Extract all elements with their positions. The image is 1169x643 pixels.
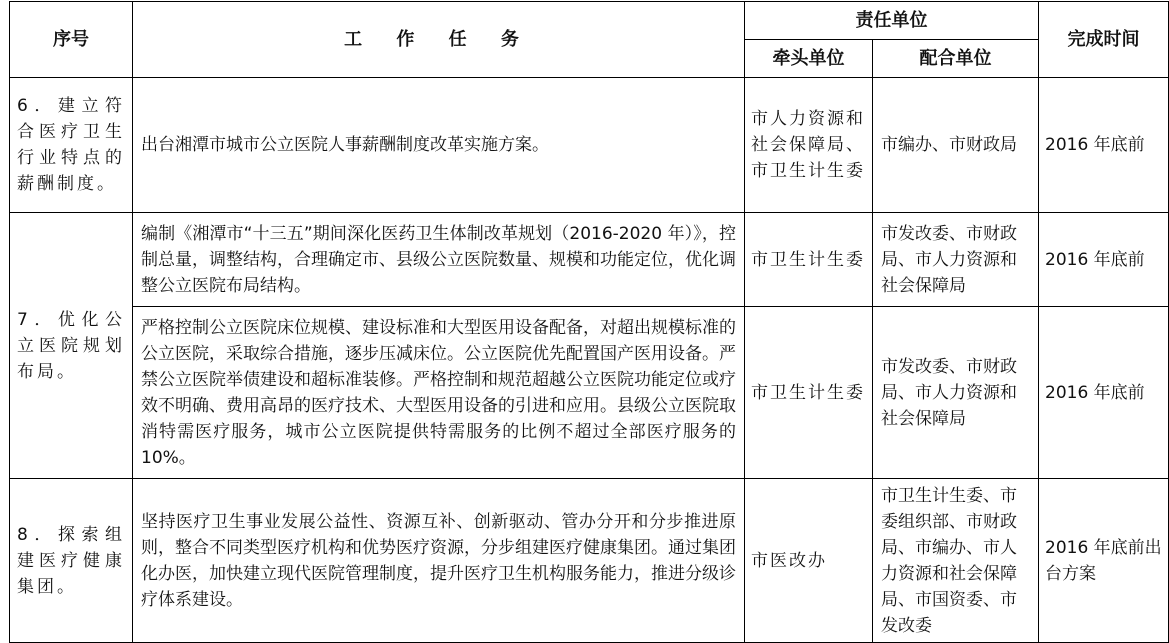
table-row — [10, 307, 1169, 479]
reform-task-table — [9, 1, 1169, 643]
row-lead: 市卫生计生委 — [745, 307, 873, 479]
row-task: 坚持医疗卫生事业发展公益性、资源互补、创新驱动、管办分开和分步推进原则，整合不同类型医疗机构和优势医疗资源，分步组建医疗健康集团。通过集团化办医，加快建立现代医院管理制度，提升医疗卫生机构服务能力，推进分级诊疗体系建设。 — [133, 479, 745, 643]
row-deadline: 2016 年底前 — [1039, 213, 1169, 307]
header-cooperate: 配合单位 — [873, 40, 1039, 78]
table-row — [10, 78, 1169, 213]
row-lead: 市人力资源和社会保障局、 市卫生计生委 — [745, 78, 873, 213]
row-no: 8．探索组建医疗健康集团。 — [10, 479, 133, 643]
row-cooperate: 市发改委、市财政局、市人力资源和社会保障局 — [873, 213, 1039, 307]
row-cooperate: 市发改委、市财政局、市人力资源和社会保障局 — [873, 307, 1039, 479]
table-row — [10, 213, 1169, 307]
header-no: 序号 — [10, 2, 133, 78]
header-responsible: 责任单位 — [745, 2, 1039, 40]
header-task: 工 作 任 务 — [133, 2, 745, 78]
row-no: 7．优化公立医院规划布局。 — [10, 213, 133, 479]
row-deadline: 2016 年底前 — [1039, 307, 1169, 479]
table-row — [10, 479, 1169, 643]
row-task: 严格控制公立医院床位规模、建设标准和大型医用设备配备，对超出规模标准的公立医院，采取综合措施，逐步压减床位。公立医院优先配置国产医用设备。严禁公立医院举债建设和超标准装修。严格控制和规范超越公立医院功能定位或疗效不明确、费用高昂的医疗技术、大型医用设备的引进和应用。县级公立医院取消特需医疗服务，城市公立医院提供特需服务的比例不超过全部医疗服务的 10%。 — [133, 307, 745, 479]
row-cooperate: 市编办、市财政局 — [873, 78, 1039, 213]
row-task: 编制《湘潭市“十三五”期间深化医药卫生体制改革规划（2016-2020 年）》，控制总量，调整结构，合理确定市、县级公立医院数量、规模和功能定位，优化调整公立医院布局结构。 — [133, 213, 745, 307]
row-lead: 市医改办 — [745, 479, 873, 643]
row-no: 6．建立符合医疗卫生行业特点的薪酬制度。 — [10, 78, 133, 213]
row-deadline: 2016 年底前出台方案 — [1039, 479, 1169, 643]
row-task: 出台湘潭市城市公立医院人事薪酬制度改革实施方案。 — [133, 78, 745, 213]
row-lead: 市卫生计生委 — [745, 213, 873, 307]
header-deadline: 完成时间 — [1039, 2, 1169, 78]
row-deadline: 2016 年底前 — [1039, 78, 1169, 213]
row-cooperate: 市卫生计生委、市委组织部、市财政局、市编办、市人力资源和社会保障局、市国资委、市发改委 — [873, 479, 1039, 643]
header-row-1 — [10, 2, 1169, 40]
header-lead: 牵头单位 — [745, 40, 873, 78]
